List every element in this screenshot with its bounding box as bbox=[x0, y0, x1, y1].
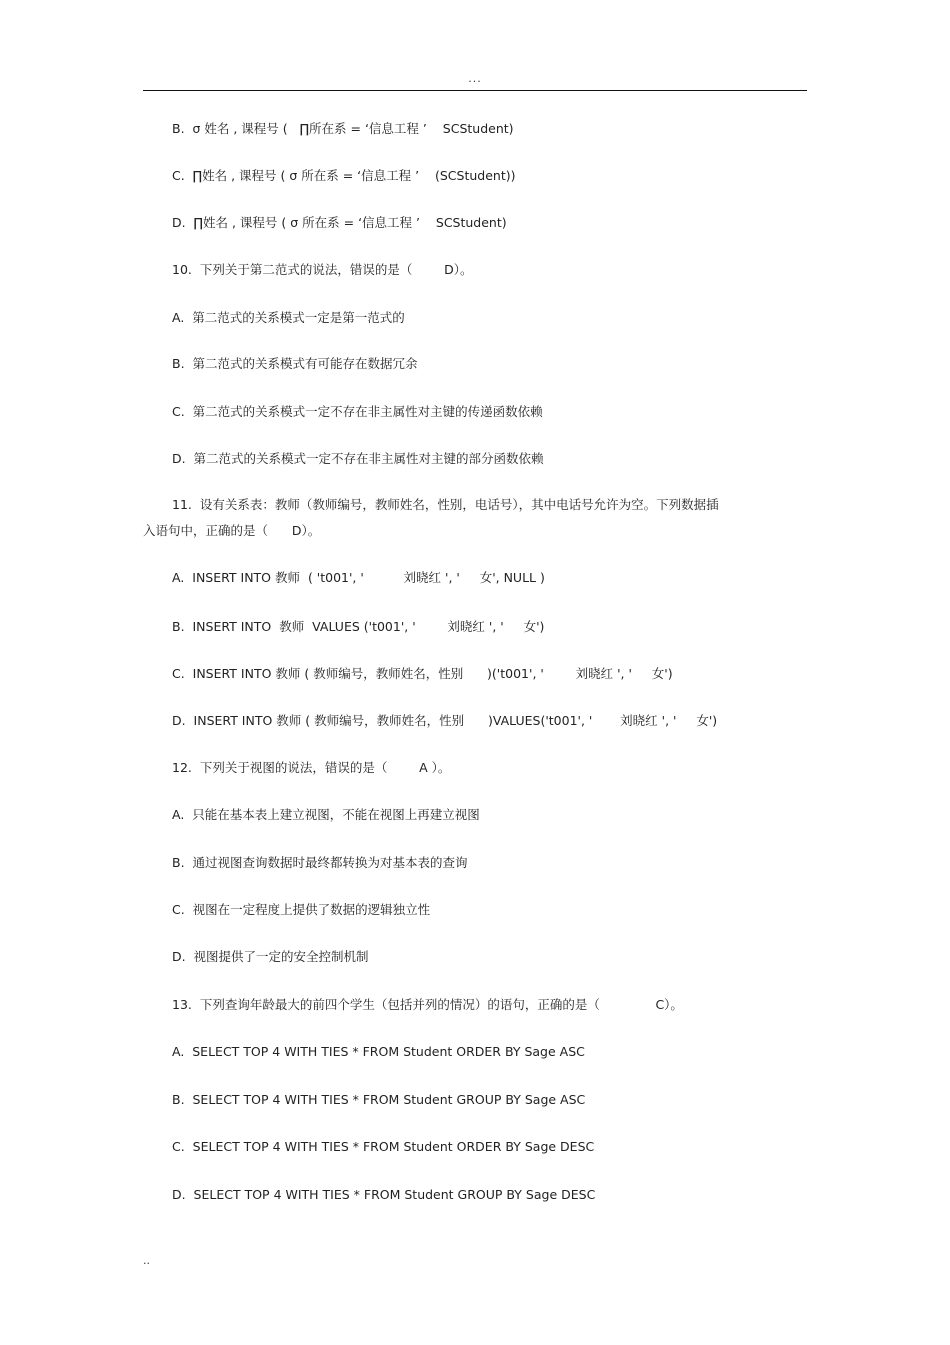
option-12d: D. 视图提供了一定的安全控制机制 bbox=[172, 949, 369, 964]
question-11: 11. 设有关系表：教师（教师编号，教师姓名，性别，电话号），其中电话号允许为空。下列数据插 bbox=[172, 497, 719, 512]
option-13a: A. SELECT TOP 4 WITH TIES * FROM Student ORDER BY Sage ASC bbox=[172, 1044, 585, 1059]
question-13: 13. 下列查询年龄最大的前四个学生（包括并列的情况）的语句，正确的是（ C）。 bbox=[172, 997, 683, 1012]
option-13c: C. SELECT TOP 4 WITH TIES * FROM Student ORDER BY Sage DESC bbox=[172, 1139, 595, 1154]
question-11-continued: 入语句中，正确的是（ D）。 bbox=[143, 523, 321, 538]
option-12c: C. 视图在一定程度上提供了数据的逻辑独立性 bbox=[172, 902, 431, 917]
option-9c: C. ∏姓名 , 课程号 ( σ 所在系 = ‘信息工程 ’ (SCStudent)) bbox=[172, 168, 516, 183]
option-11c: C. INSERT INTO 教师 ( 教师编号，教师姓名，性别 )('t001', ' 刘晓红 ', ' 女') bbox=[172, 666, 673, 681]
header-rule bbox=[143, 90, 807, 91]
option-12a: A. 只能在基本表上建立视图，不能在视图上再建立视图 bbox=[172, 807, 480, 822]
option-10a: A. 第二范式的关系模式一定是第一范式的 bbox=[172, 310, 405, 325]
question-10: 10. 下列关于第二范式的说法，错误的是（ D）。 bbox=[172, 262, 473, 277]
option-9b: B. σ 姓名 , 课程号 ( ∏所在系 = ‘信息工程 ’ SCStudent) bbox=[172, 121, 514, 136]
option-10b: B. 第二范式的关系模式有可能存在数据冗余 bbox=[172, 356, 418, 371]
option-9d: D. ∏姓名 , 课程号 ( σ 所在系 = ‘信息工程 ’ SCStudent) bbox=[172, 215, 507, 230]
option-11d: D. INSERT INTO 教师 ( 教师编号，教师姓名，性别 )VALUES('t001', ' 刘晓红 ', ' 女') bbox=[172, 713, 718, 728]
page-footer-mark: .. bbox=[143, 1254, 150, 1267]
option-11a: A. INSERT INTO 教师 ( 't001', ' 刘晓红 ', ' 女', NULL ) bbox=[172, 570, 545, 585]
page-header-mark: ... bbox=[468, 72, 482, 85]
option-10c: C. 第二范式的关系模式一定不存在非主属性对主键的传递函数依赖 bbox=[172, 404, 543, 419]
option-12b: B. 通过视图查询数据时最终都转换为对基本表的查询 bbox=[172, 855, 468, 870]
option-10d: D. 第二范式的关系模式一定不存在非主属性对主键的部分函数依赖 bbox=[172, 451, 544, 466]
option-13b: B. SELECT TOP 4 WITH TIES * FROM Student GROUP BY Sage ASC bbox=[172, 1092, 586, 1107]
option-11b: B. INSERT INTO 教师 VALUES ('t001', ' 刘晓红 ', ' 女') bbox=[172, 619, 545, 634]
option-13d: D. SELECT TOP 4 WITH TIES * FROM Student GROUP BY Sage DESC bbox=[172, 1187, 596, 1202]
question-12: 12. 下列关于视图的说法，错误的是（ A ）。 bbox=[172, 760, 451, 775]
